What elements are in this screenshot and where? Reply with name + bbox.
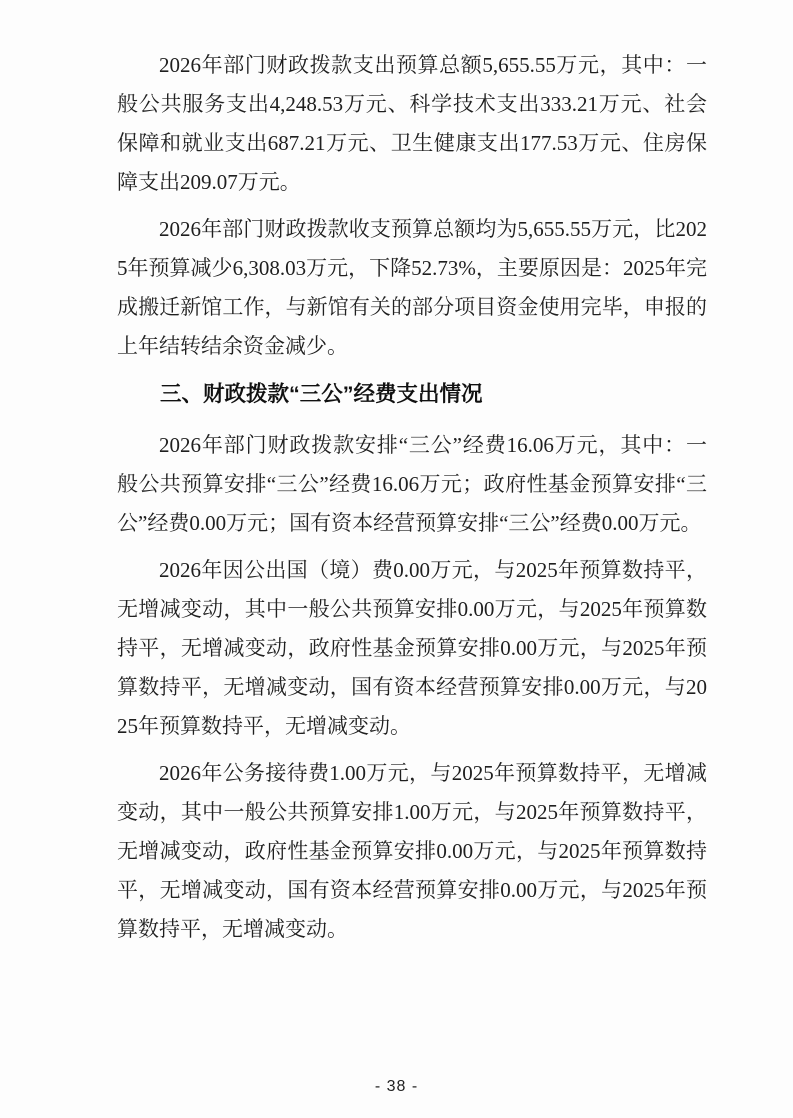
section-heading-three-public-funds: 三、财政拨款“三公”经费支出情况 — [160, 382, 483, 406]
paragraph-fiscal-expenditure-total: 2026年部门财政拨款支出预算总额5,655.55万元，其中：一般公共服务支出4,248.53万元、科学技术支出333.21万元、社会保障和就业支出687.21万元、卫生健康支出177.53万元、住房保障支出209.07万元。 — [117, 53, 707, 194]
paragraph-budget-decrease-reason: 2026年部门财政拨款收支预算总额均为5,655.55万元，比2025年预算减少6,308.03万元，下降52.73%，主要原因是：2025年完成搬迁新馆工作，与新馆有关的部分项目资金使用完毕，申报的上年结转结余资金减少。 — [117, 217, 707, 358]
page-number: - 38 - — [374, 1078, 419, 1095]
paragraph-overseas-trip-expense: 2026年因公出国（境）费0.00万元，与2025年预算数持平，无增减变动，其中一般公共预算安排0.00万元，与2025年预算数持平，无增减变动，政府性基金预算安排0.00万元，与2025年预算数持平，无增减变动，国有资本经营预算安排0.00万元，与2025年预算数持平，无增减变动。 — [117, 558, 707, 738]
paragraph-three-public-funds-budget: 2026年部门财政拨款安排“三公”经费16.06万元，其中：一般公共预算安排“三公”经费16.06万元；政府性基金预算安排“三公”经费0.00万元；国有资本经营预算安排“三公”经费0.00万元。 — [117, 433, 707, 535]
paragraph-official-reception-expense: 2026年公务接待费1.00万元，与2025年预算数持平，无增减变动，其中一般公共预算安排1.00万元，与2025年预算数持平，无增减变动，政府性基金预算安排0.00万元，与2025年预算数持平，无增减变动，国有资本经营预算安排0.00万元，与2025年预算数持平，无增减变动。 — [117, 761, 707, 941]
page-footer — [0, 1078, 793, 1096]
page-content — [117, 46, 707, 957]
